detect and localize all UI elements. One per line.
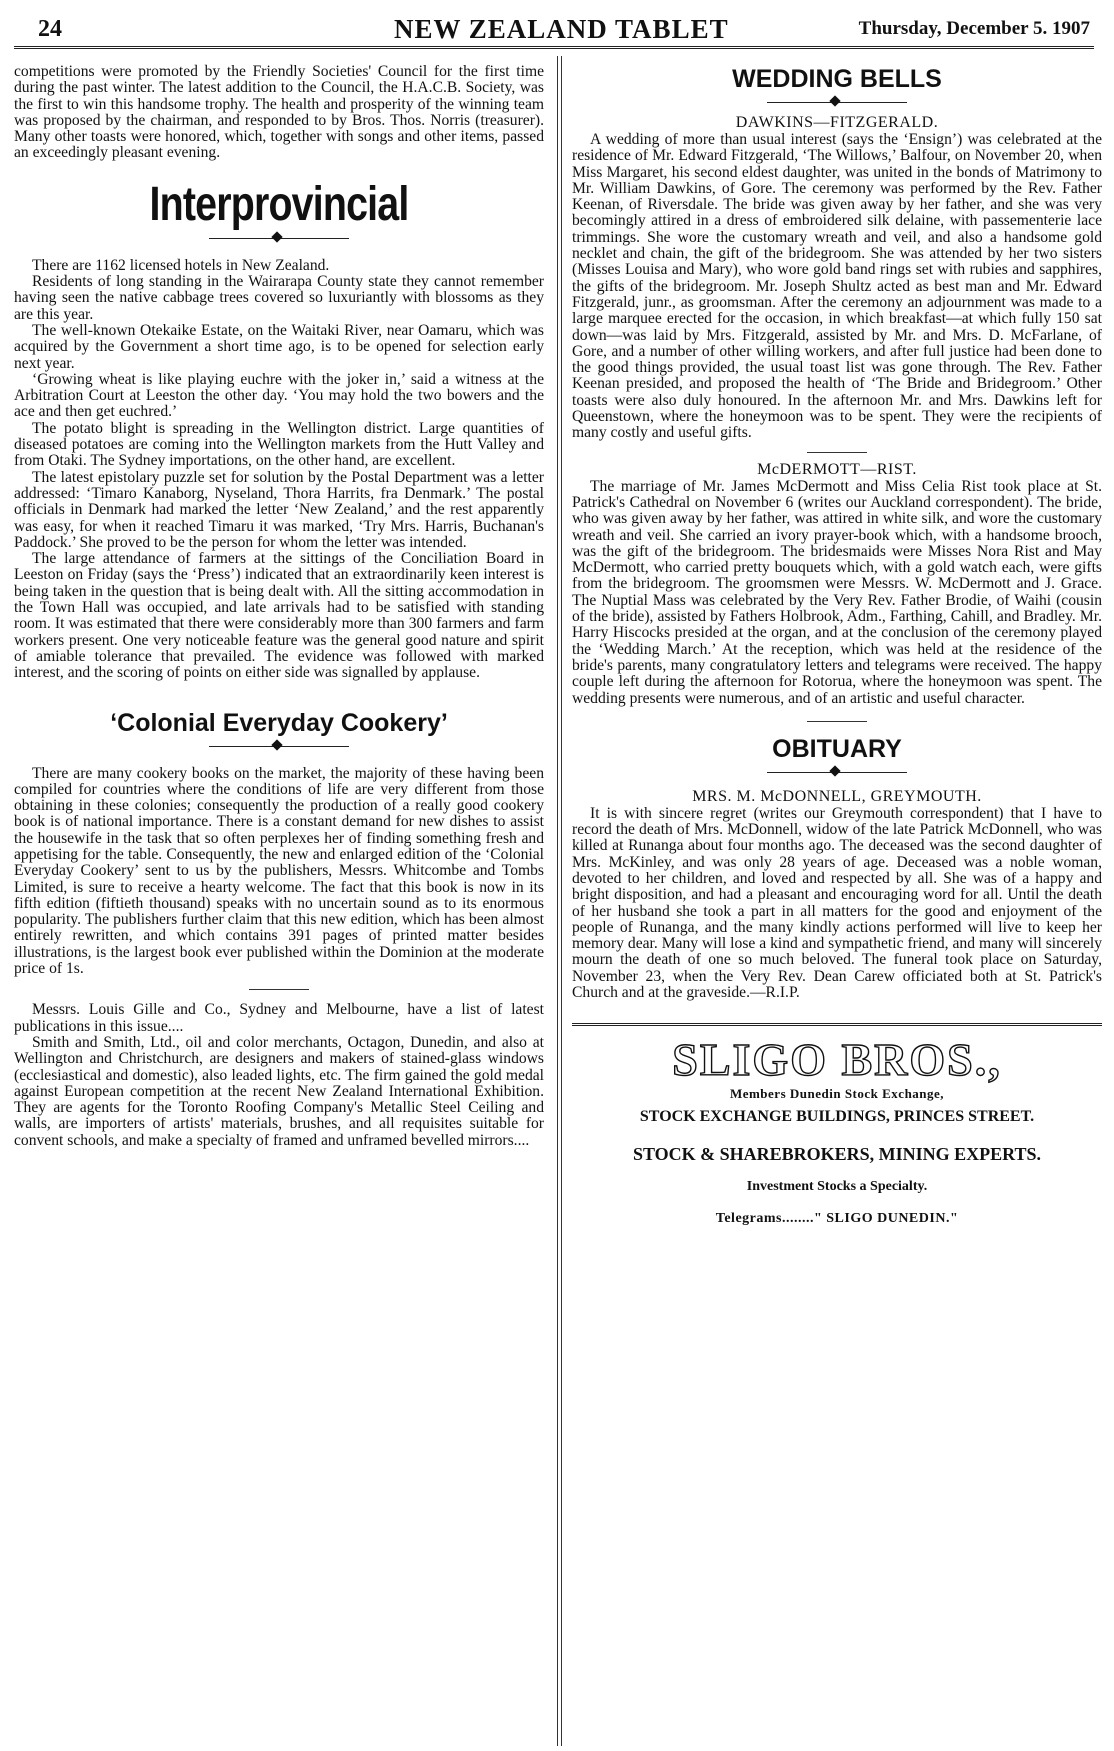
- wedding-paragraph: The marriage of Mr. James McDermott and Miss Celia Rist took place at St. Patrick's Cathedral on November 6 (writes our Auckland correspondent). The bride, who was given away by her father, was attired in white silk, and wore the customary wreath and veil. She carried an ivory prayer-book which, with a handsome brooch, was the gift of the bridegroom. The bridesmaids were Misses Nora Rist and May McDermott, who carried pretty bouquets which, with a gold watch each, were gifts from the bridegroom. The groomsmen were Messrs. W. McDermott and J. Grace. The Nuptial Mass was celebrated by the Very Rev. Father Brodie, of Waihi (cousin of the bride), assisted by Fathers Holbrook, Adm., Farthing, Cahill, and Bradley. Mr. Harry Hiscocks presided at the organ, and at the conclusion of the ceremony played the ‘Wedding March.’ At the reception, which was held at the residence of the bride's parents, many congratulatory letters and telegrams were received. The happy couple left during the afternoon for Rotorua, where the honeymoon was spent. The wedding presents were numerous, and of an artistic and useful character.: [572, 477, 1102, 707]
- obituary-paragraph: It is with sincere regret (writes our Greymouth correspondent) that I have to record the death of Mrs. McDonnell, widow of the late Patrick McDonnell, who was killed at Runanga about four months ago. The deceased was the second daughter of Mrs. McKinley, and was only 28 years of age. Deceased was a noble woman, devoted to her children, and loved and respected by all. She was of a happy and bright disposition, and had a pleasant and encouraging word for all. Until the death of her husband she took a part in all matters for the good and enjoyment of the people of Runanga, and the many kindly actions performed will live to keep her memory dear. Many will lose a kind and sympathetic friend, and many will sincerely mourn the death of one so much beloved. The funeral took place on Saturday, November 23, when the Very Rev. Dean Carew officiated both at St. Patrick's Church and at the graveside.—R.I.P.: [572, 804, 1102, 1002]
- interprovincial-paragraph: The well-known Otekaike Estate, on the Waitaki River, near Oamaru, which was acquired by the Government a short time ago, is to be opened for selection early next year.: [14, 321, 544, 372]
- ornament-divider: [767, 96, 907, 108]
- interprovincial-paragraph: ‘Growing wheat is like playing euchre with the joker in,’ said a witness at the Arbitration Court at Leeston the other day. ‘You may hold the two bowers and the ace and then get euchred.’: [14, 370, 544, 421]
- obituary-title: MRS. M. McDONNELL, GREYMOUTH.: [692, 787, 982, 805]
- page-number: 24: [38, 16, 62, 42]
- ornament-divider: [767, 766, 907, 778]
- wedding-title: DAWKINS—FITZGERALD.: [735, 114, 939, 131]
- intro-paragraph: competitions were promoted by the Friendly Societies' Council for the first time during the past winter. The latest addition to the Council, the H.A.C.B. Society, was the first to win this handsome trophy. The health and prosperity of the winning team was proposed by the chairman, and responded to by Bros. Thos. Norris (treasurer). Many other toasts were honored, which, together with songs and other items, passed an exceedingly pleasant evening.: [14, 63, 544, 162]
- newspaper-title: NEW ZEALAND TABLET: [394, 14, 729, 44]
- ornament-divider: [209, 232, 349, 244]
- ad-members-line: Members Dunedin Stock Exchange,: [729, 1086, 945, 1102]
- notice-paragraph: Smith and Smith, Ltd., oil and color merchants, Octagon, Dunedin, and also at Wellington and Christchurch, are designers and makers of stained-glass windows (ecclesiastical and domestic), also leaded lights, etc. The firm gained the gold medal against European competition at the recent New Zealand International Exhibition. They are agents for the Toronto Roofing Company's Metallic Steel Ceiling and walls, are importers of artists' materials, brushes, and all requisites suitable for convent schools, and make a specialty of framed and unframed bevelled mirrors....: [14, 1033, 544, 1149]
- masthead: [14, 10, 1094, 49]
- ornament-divider: [209, 740, 349, 752]
- sligo-bros-advertisement: [572, 1023, 1102, 1227]
- cookery-heading: ‘Colonial Everyday Cookery’: [110, 708, 448, 737]
- ad-firm-name: SLIGO BROS.,: [672, 1034, 1002, 1086]
- ad-specialty: Investment Stocks a Specialty.: [746, 1179, 928, 1195]
- interprovincial-paragraph: The latest epistolary puzzle set for solution by the Postal Department was a letter addressed: ‘Timaro Kanaborg, Nyseland, Thora Harrits, fra Denmark.’ The postal officials in Denmark had marked the letter ‘New Zealand,’ and the rest apparently was easy, for when it reached Timaru it was marked, ‘Try Mrs. Harris, Buchanan's Paddock.’ She proved to be the person for whom the letter was intended.: [14, 468, 544, 551]
- interprovincial-paragraph: Residents of long standing in the Wairarapa County state they cannot remember having seen the native cabbage trees covered so luxuriantly with blossoms as they are this year.: [14, 273, 544, 323]
- notice-paragraph: Messrs. Louis Gille and Co., Sydney and Melbourne, have a list of latest publications in this issue....: [14, 1001, 544, 1035]
- wedding-paragraph: A wedding of more than usual interest (says the ‘Ensign’) was celebrated at the residence of Mr. Edward Fitzgerald, ‘The Willows,’ Balfour, on November 20, when Miss Margaret, his second eldest daughter, was united in the bonds of Matrimony to Mr. William Dawkins, of Gore. The ceremony was performed by the Rev. Father Keenan, of Riversdale. The bride was given away by her father, and she was very becomingly attired in a dress of embroidered silk delaine, with passementerie lace trimmings. She wore the customary wreath and veil, and also a handsome gold necklet and chain, the gift of the bridegroom. She was attended by her two sisters (Misses Louisa and Mary), who wore gold band rings set with rubies and sapphires, the gifts of the bridegroom. Mr. Joseph Shultz acted as best man and Mr. Edward Fitzgerald, junr., as groomsman. After the ceremony an adjournment was made to a large marquee erected for the occasion, in which breakfast—at which fully 150 sat down—was laid by Mrs. Fitzgerald, assisted by Mr. and Mrs. D. McFarlane, of Gore, and a number of other willing workers, and after full justice had been done to the good things provided, the usual toast list was gone through. The Rev. Father Keenan presided, and proposed the health of ‘The Bride and Bridegroom.’ Other toasts were also duly honoured. In the afternoon Mr. and Mrs. Dawkins left for Queenstown, where the honeymoon was to be spent. They were the recipients of many costly and useful gifts.: [572, 131, 1102, 442]
- ad-services: STOCK & SHAREBROKERS, MINING EXPERTS.: [632, 1144, 1042, 1165]
- column-divider: [557, 56, 562, 1746]
- interprovincial-paragraph: The large attendance of farmers at the sittings of the Conciliation Board in Leeston on Friday (says the ‘Press’) indicated that an extraordinarily keen interest is being taken in the question that is being dealt with. All the sitting accommodation in the Town Hall was occupied, and late arrivals had to be satisfied with standing room. It was estimated that there were considerably more than 300 farmers and farm workers present. One very noticeable feature was the general good nature and spirit of amiable tolerance that prevailed. The evidence was followed with marked interest, and the scoring of points on either side was signalled by applause.: [14, 550, 544, 682]
- interprovincial-heading: Interprovincial: [149, 177, 409, 231]
- wedding-bells-heading: WEDDING BELLS: [732, 65, 942, 93]
- interprovincial-paragraph: The potato blight is spreading in the Wellington district. Large quantities of diseased potatoes are coming into the Wellington markets from the Hutt Valley and from Otaki. The Sydney importations, on the other hand, are excellent.: [14, 419, 544, 470]
- cookery-paragraph: There are many cookery books on the market, the majority of these having been compiled for countries where the conditions of life are very different from those obtaining in these colonies; consequently the production of a really good cookery book is of national importance. There is a constant demand for new dishes to assist the housewife in the task that so often perplexes her of finding something fresh and appetising for the table. Consequently, the new and enlarged edition of the ‘Colonial Everyday Cookery’ sent to us by the publishers, Messrs. Whitcombe and Tombs Limited, is sure to receive a hearty welcome. The fact that this book is now in its fifth edition (fiftieth thousand) speaks with no uncertain sound as to its enormous popularity. The publishers further claim that this new edition, which has been almost entirely rewritten, and which contains 391 pages of printed matter besides illustrations, is the largest book ever published within the Dominion at the moderate price of 1s.: [14, 764, 544, 978]
- left-column: [14, 64, 544, 1149]
- ad-telegrams: Telegrams........" SLIGO DUNEDIN.": [715, 1211, 959, 1227]
- ad-address: STOCK EXCHANGE BUILDINGS, PRINCES STREET.: [639, 1108, 1035, 1126]
- interprovincial-paragraph: There are 1162 licensed hotels in New Zealand.: [32, 256, 330, 274]
- wedding-title: McDERMOTT—RIST.: [757, 460, 917, 478]
- obituary-heading: OBITUARY: [772, 734, 902, 763]
- right-column: [572, 64, 1102, 1227]
- interprovincial-section: [14, 258, 544, 682]
- issue-date: Thursday, December 5. 1907: [858, 18, 1090, 39]
